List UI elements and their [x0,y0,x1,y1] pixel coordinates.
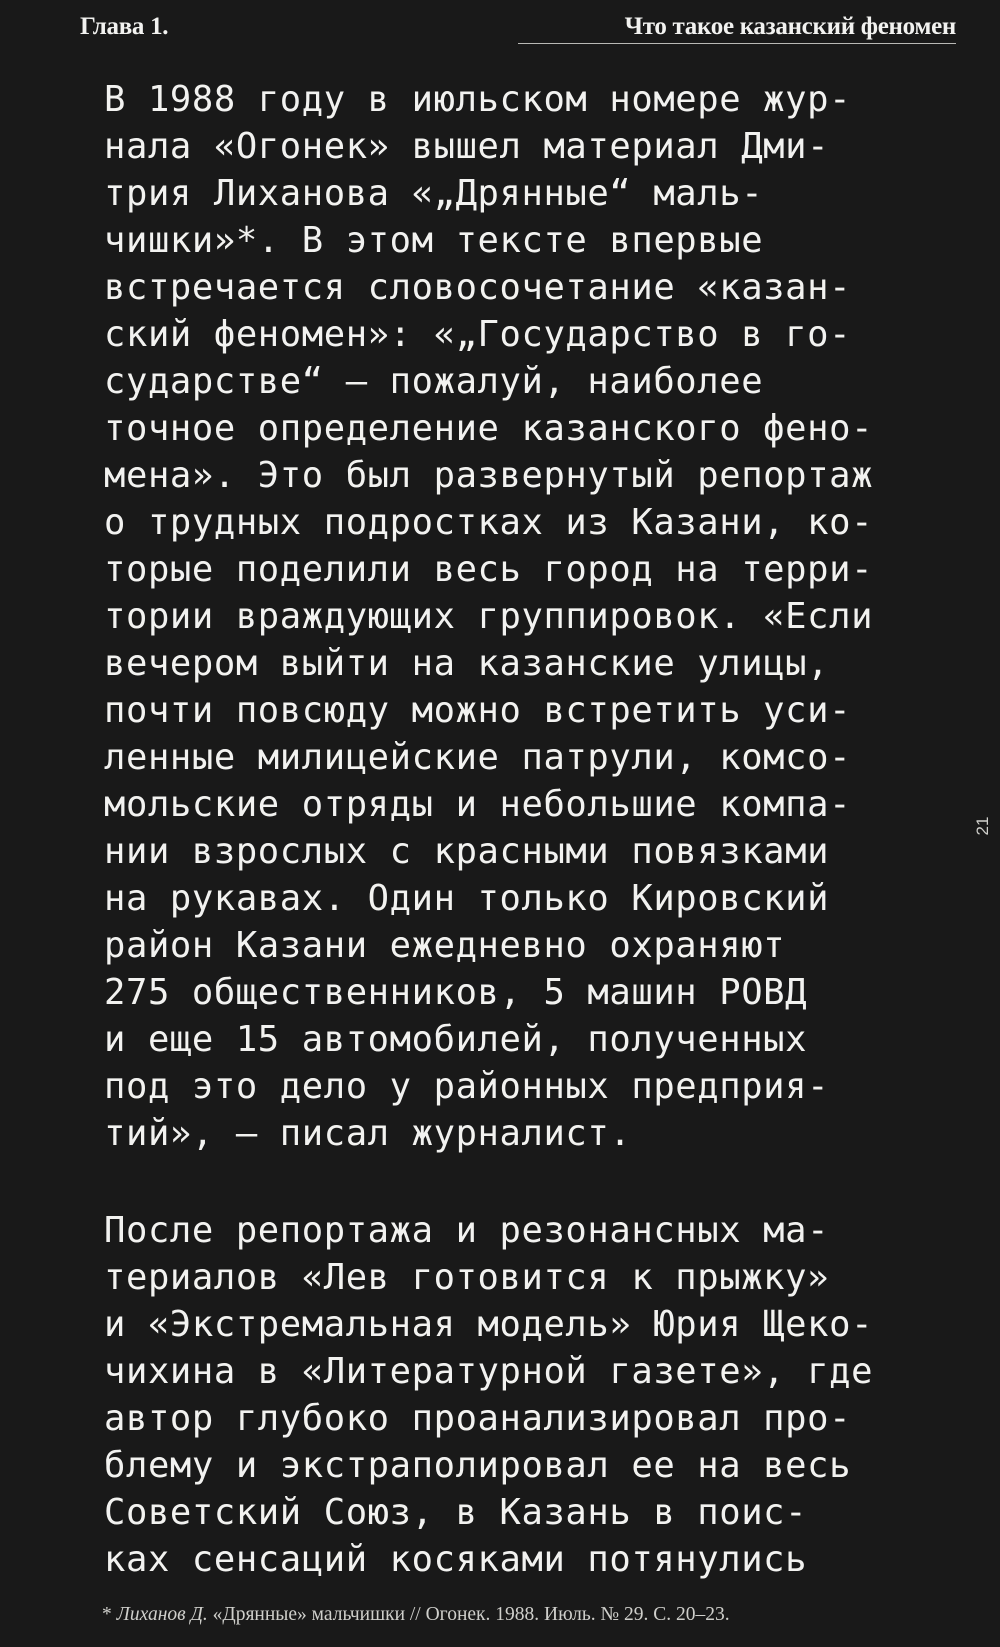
text-line: почти повсюду можно встретить уси- [104,690,852,731]
text-line: Советский Союз, в Казань в поис- [104,1492,808,1533]
text-line: нии взрослых с красными повязками [104,831,830,872]
text-line: чихина в «Литературной газете», где [104,1351,874,1392]
text-line: точное определение казанского фено- [104,408,874,449]
text-line: тий», — писал журналист. [104,1113,632,1154]
text-line: В 1988 году в июльском номере жур- [104,79,852,120]
text-line: под это дело у районных предприя- [104,1066,830,1107]
text-line: и «Экстремальная модель» Юрия Щеко- [104,1304,874,1345]
text-line: мольские отряды и небольшие компа- [104,784,852,825]
paragraph-1 [104,76,984,1157]
text-line: чишки»*. В этом тексте впервые [104,220,764,261]
header-rule [518,43,956,44]
page-number: 21 [973,816,992,836]
text-line: трия Лиханова «„Дрянные“ маль- [104,173,764,214]
text-line: сударстве“ — пожалуй, наиболее [104,361,764,402]
chapter-label: Глава 1. [80,13,169,40]
text-line: встречается словосочетание «казан- [104,267,852,308]
paragraph-2 [104,1207,984,1583]
footnote-marker: * [102,1604,112,1625]
text-line: териалов «Лев готовится к прыжку» [104,1257,830,1298]
text-line: ленные милицейские патрули, комсо- [104,737,852,778]
running-header [80,10,956,44]
footnote [102,1604,730,1626]
text-line: тории враждующих группировок. «Если [104,596,874,637]
text-line: и еще 15 автомобилей, полученных [104,1019,808,1060]
text-line: ский феномен»: «„Государство в го- [104,314,852,355]
text-line: автор глубоко проанализировал про- [104,1398,852,1439]
text-line: После репортажа и резонансных ма- [104,1210,830,1251]
text-line: вечером выйти на казанские улицы, [104,643,830,684]
footnote-citation: «Дрянные» мальчишки // Огонек. 1988. Июль. № 29. С. 20–23. [212,1604,730,1625]
text-line: 275 общественников, 5 машин РОВД [104,972,808,1013]
text-line: на рукавах. Один только Кировский [104,878,830,919]
text-line: нала «Огонек» вышел материал Дми- [104,126,830,167]
text-line: район Казани ежедневно охраняют [104,925,786,966]
text-line: о трудных подростках из Казани, ко- [104,502,874,543]
footnote-author: Лиханов Д. [116,1604,208,1625]
chapter-title: Что такое казанский феномен [624,13,956,40]
text-line: блему и экстраполировал ее на весь [104,1445,852,1486]
text-line: ках сенсаций косяками потянулись [104,1539,808,1580]
text-line: торые поделили весь город на терри- [104,549,874,590]
text-line: мена». Это был развернутый репортаж [104,455,874,496]
